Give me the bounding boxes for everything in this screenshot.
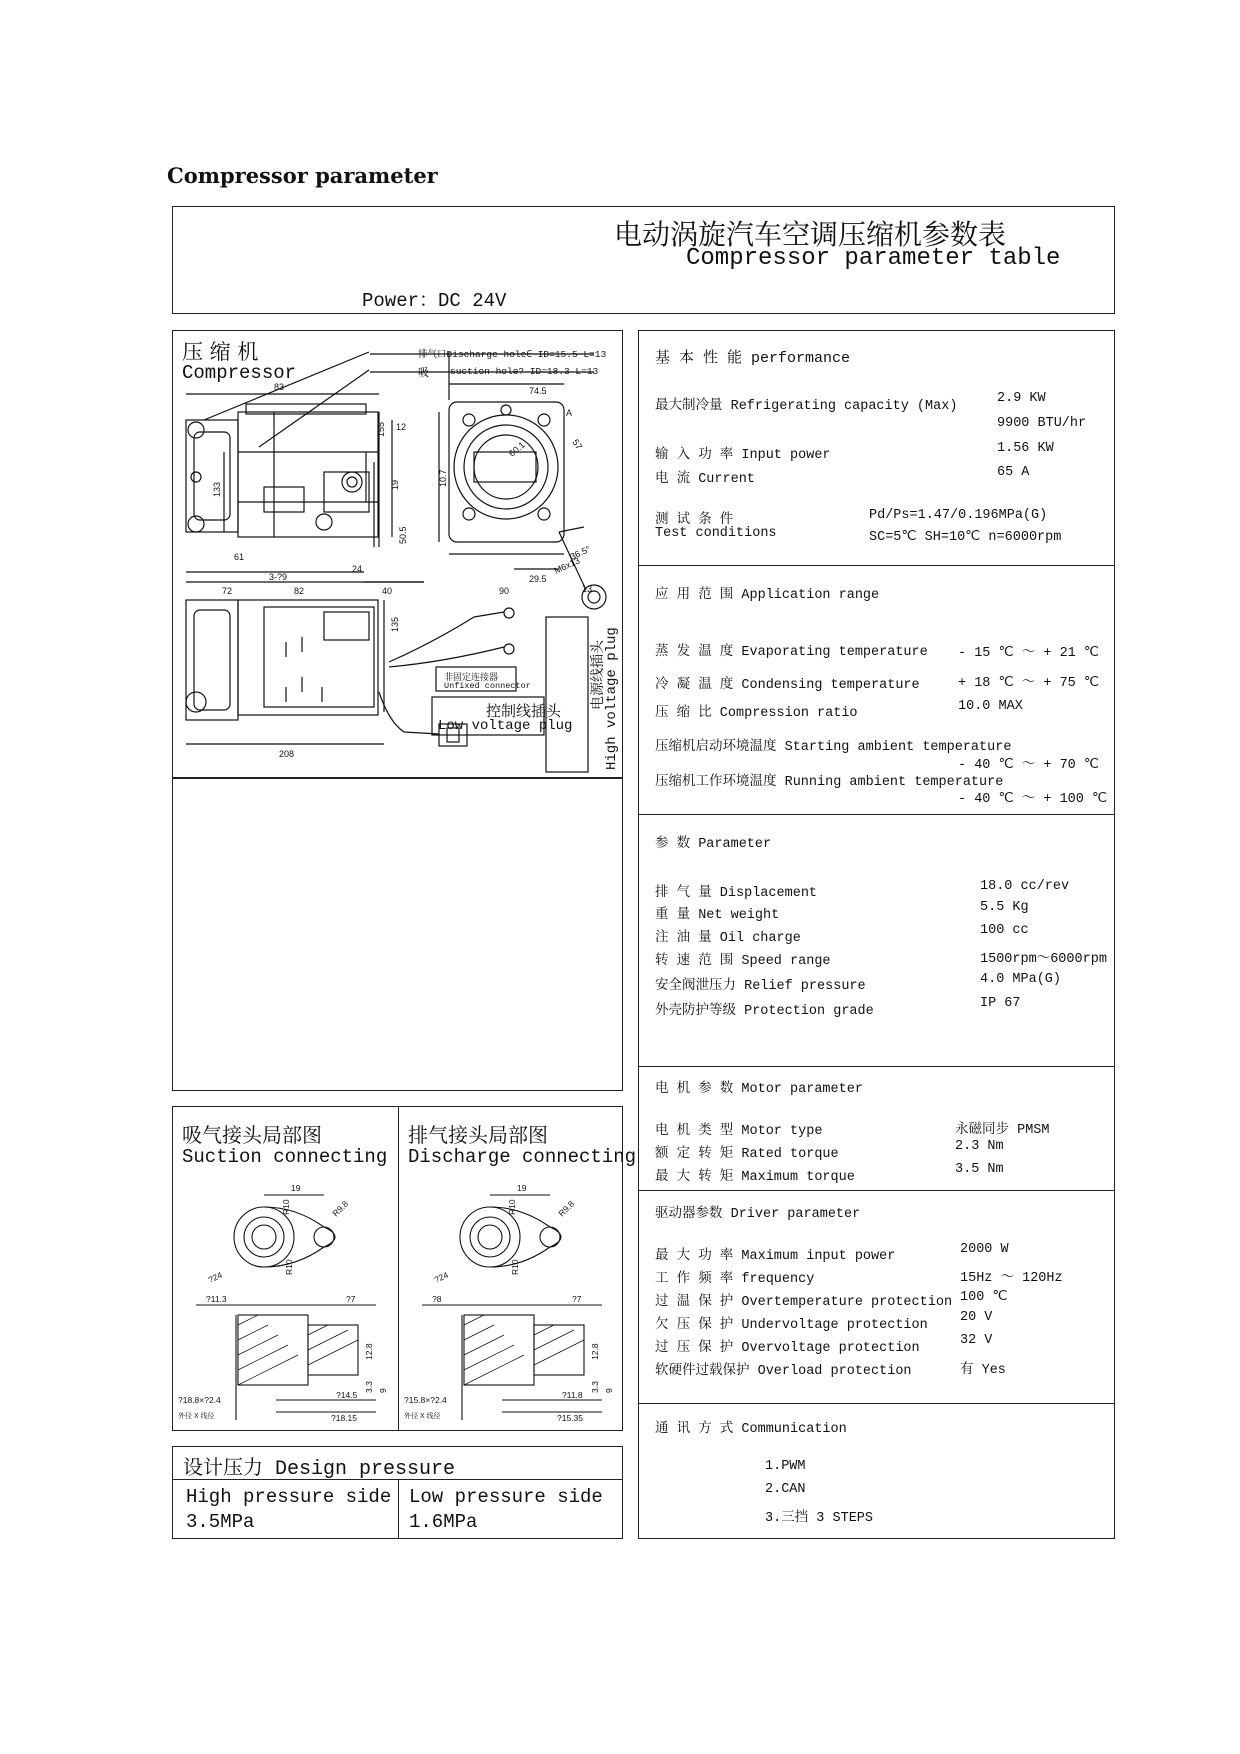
driver-value-2: 100 ℃ bbox=[960, 1290, 1008, 1305]
app-value-1: + 18 ℃ ～ + 75 ℃ bbox=[958, 676, 1100, 691]
svg-text:40: 40 bbox=[382, 586, 393, 596]
header-title-en: Compressor parameter table bbox=[686, 245, 1061, 272]
svg-text:19: 19 bbox=[517, 1183, 527, 1193]
communication-item-0: 1.PWM bbox=[765, 1459, 806, 1474]
page-title: Compressor parameter bbox=[167, 163, 438, 188]
motor-label-0: 电 机 类 型 Motor type bbox=[655, 1124, 823, 1139]
motor-label-2: 最 大 转 矩 Maximum torque bbox=[655, 1170, 855, 1185]
svg-text:?24: ?24 bbox=[432, 1269, 450, 1285]
suction-title-en: Suction connecting bbox=[182, 1146, 388, 1168]
svg-text:50.5: 50.5 bbox=[398, 526, 408, 544]
running-ambient-label: 压缩机工作环境温度 Running ambient temperature bbox=[655, 775, 1004, 790]
driver-label-0: 最 大 功 率 Maximum input power bbox=[655, 1249, 896, 1264]
section-divider-3 bbox=[638, 1066, 1115, 1067]
perf-label-2: 输 入 功 率 Input power bbox=[655, 448, 831, 463]
discharge-title-en: Discharge connecting bbox=[408, 1146, 637, 1168]
svg-text:208: 208 bbox=[279, 749, 295, 759]
svg-text:133: 133 bbox=[212, 481, 222, 497]
param-value-2: 100 cc bbox=[980, 923, 1029, 938]
svg-text:?15.8×?2.4: ?15.8×?2.4 bbox=[404, 1395, 447, 1405]
param-value-3: 1500rpm～6000rpm bbox=[980, 952, 1107, 967]
driver-label-4: 过 压 保 护 Overvoltage protection bbox=[655, 1341, 920, 1356]
performance-title bbox=[655, 346, 850, 367]
section-divider-1 bbox=[638, 565, 1115, 566]
perf-value-1: 9900 BTU/hr bbox=[997, 416, 1087, 431]
svg-text:R10: R10 bbox=[284, 1259, 294, 1275]
high-voltage-plug-en: High voltage plug bbox=[604, 627, 620, 770]
svg-text:29.5: 29.5 bbox=[529, 574, 547, 584]
app-label-2: 压 缩 比 Compression ratio bbox=[655, 706, 858, 721]
svg-text:?15.35: ?15.35 bbox=[557, 1413, 583, 1423]
svg-text:?14.5: ?14.5 bbox=[336, 1390, 358, 1400]
low-pressure-value: 1.6MPa bbox=[409, 1511, 478, 1533]
svg-text:82: 82 bbox=[294, 586, 305, 596]
svg-text:R9.8: R9.8 bbox=[556, 1198, 577, 1219]
compressor-label-cn: 压 缩 机 bbox=[182, 340, 259, 364]
svg-text:90: 90 bbox=[499, 586, 510, 596]
communication-item-1: 2.CAN bbox=[765, 1482, 806, 1497]
app-label-0: 蒸 发 温 度 Evaporating temperature bbox=[655, 645, 928, 660]
test-conditions-cn: 测 试 条 件 bbox=[655, 513, 734, 528]
svg-text:?8: ?8 bbox=[432, 1294, 442, 1304]
perf-label-0: 最大制冷量 Refrigerating capacity (Max) bbox=[655, 399, 958, 414]
svg-text:60.1: 60.1 bbox=[506, 439, 527, 459]
section-divider-4 bbox=[638, 1190, 1115, 1191]
driver-title: 驱动器参数 Driver parameter bbox=[655, 1207, 861, 1222]
svg-text:61: 61 bbox=[234, 552, 245, 562]
svg-text:135: 135 bbox=[390, 616, 400, 632]
motor-label-1: 额 定 转 矩 Rated torque bbox=[655, 1147, 839, 1162]
param-value-0: 18.0 cc/rev bbox=[980, 879, 1070, 894]
svg-text:12.8: 12.8 bbox=[364, 1343, 374, 1360]
svg-text:?7: ?7 bbox=[346, 1294, 356, 1304]
svg-text:?11.8: ?11.8 bbox=[562, 1390, 583, 1400]
driver-value-0: 2000 W bbox=[960, 1242, 1009, 1257]
design-pressure-divider-v bbox=[398, 1479, 399, 1539]
driver-value-5: 有 Yes bbox=[960, 1363, 1006, 1378]
svg-text:24: 24 bbox=[352, 564, 363, 574]
svg-text:M6x13: M6x13 bbox=[552, 555, 582, 576]
suction-note-cn: 吸 bbox=[418, 368, 429, 380]
power-label: Power：DC 24V bbox=[362, 290, 507, 312]
test-conditions-en: Test conditions bbox=[655, 526, 777, 541]
svg-text:83: 83 bbox=[274, 382, 285, 392]
perf-value-0: 2.9 KW bbox=[997, 391, 1046, 406]
application-title: 应 用 范 围 Application range bbox=[655, 588, 880, 603]
svg-text:9: 9 bbox=[604, 1388, 614, 1393]
svg-text:3.3: 3.3 bbox=[364, 1381, 374, 1393]
compressor-label-en: Compressor bbox=[182, 362, 297, 384]
svg-text:12.8: 12.8 bbox=[590, 1343, 600, 1360]
test-conditions-value-1: Pd/Ps=1.47/0.196MPa(G) bbox=[869, 508, 1048, 523]
svg-text:?11.3: ?11.3 bbox=[206, 1294, 227, 1304]
running-ambient-value: - 40 ℃ ～ + 100 ℃ bbox=[958, 792, 1108, 807]
perf-value-3: 65 A bbox=[997, 465, 1030, 480]
svg-text:36.5°: 36.5° bbox=[568, 543, 592, 562]
param-label-5: 外壳防护等级 Protection grade bbox=[655, 1004, 874, 1019]
motor-title: 电 机 参 数 Motor parameter bbox=[655, 1082, 863, 1097]
low-pressure-label: Low pressure side bbox=[409, 1486, 603, 1508]
svg-text:?24: ?24 bbox=[206, 1269, 224, 1285]
section-divider-2 bbox=[638, 814, 1115, 815]
driver-label-3: 欠 压 保 护 Undervoltage protection bbox=[655, 1318, 928, 1333]
design-pressure-title: 设计压力 Design pressure bbox=[183, 1458, 456, 1481]
high-pressure-value: 3.5MPa bbox=[186, 1511, 255, 1533]
suction-note-en: suction hole? ID=18.3 L=13 bbox=[450, 366, 599, 377]
perf-label-3: 电 流 Current bbox=[655, 472, 755, 487]
svg-text:R10: R10 bbox=[281, 1199, 291, 1215]
motor-value-0: 永磁同步 PMSM bbox=[955, 1123, 1050, 1138]
test-conditions-value-2: SC=5℃ SH=10℃ n=6000rpm bbox=[869, 530, 1062, 545]
svg-text:外径 X 线径: 外径 X 线径 bbox=[178, 1413, 215, 1420]
suction-detail-drawing bbox=[176, 1175, 396, 1425]
svg-text:?18.8×?2.4: ?18.8×?2.4 bbox=[178, 1395, 221, 1405]
svg-text:外径 X 线径: 外径 X 线径 bbox=[404, 1413, 441, 1420]
svg-text:12: 12 bbox=[396, 422, 407, 432]
driver-label-1: 工 作 频 率 frequency bbox=[655, 1272, 815, 1287]
driver-label-5: 软硬件过载保护 Overload protection bbox=[655, 1364, 912, 1379]
app-label-1: 冷 凝 温 度 Condensing temperature bbox=[655, 678, 920, 693]
communication-title: 通 讯 方 式 Communication bbox=[655, 1422, 847, 1437]
svg-text:R10: R10 bbox=[510, 1259, 520, 1275]
svg-text:155: 155 bbox=[376, 421, 386, 437]
svg-text:57: 57 bbox=[570, 437, 585, 452]
unfixed-connector-cn: 非固定连接器 bbox=[444, 673, 499, 683]
discharge-title-cn: 排气接头局部图 bbox=[408, 1123, 548, 1147]
performance-title-text: 基 本 性 能 performance bbox=[655, 350, 851, 367]
driver-label-2: 过 温 保 护 Overtemperature protection bbox=[655, 1295, 953, 1310]
suction-title-cn: 吸气接头局部图 bbox=[182, 1123, 322, 1147]
svg-text:74.5: 74.5 bbox=[529, 386, 547, 396]
header-title-cn: 电动涡旋汽车空调压缩机参数表 bbox=[614, 218, 1007, 251]
param-value-4: 4.0 MPa(G) bbox=[980, 972, 1062, 987]
motor-value-2: 3.5 Nm bbox=[955, 1162, 1004, 1177]
svg-text:A: A bbox=[566, 408, 573, 418]
low-voltage-plug-en: Low voltage plug bbox=[438, 718, 573, 734]
app-value-0: - 15 ℃ ～ + 21 ℃ bbox=[958, 646, 1100, 661]
low-voltage-plug-cn: 控制线插头 bbox=[486, 704, 562, 721]
svg-text:3.3: 3.3 bbox=[590, 1381, 600, 1393]
starting-ambient-label: 压缩机启动环境温度 Starting ambient temperature bbox=[655, 740, 1012, 755]
unfixed-connector-en: Unfixed connector bbox=[444, 681, 531, 691]
parameter-title: 参 数 Parameter bbox=[655, 837, 772, 852]
blank-panel bbox=[172, 777, 623, 1091]
high-pressure-label: High pressure side bbox=[186, 1486, 392, 1508]
motor-value-1: 2.3 Nm bbox=[955, 1139, 1004, 1154]
high-voltage-plug-cn: 电源线插头 bbox=[591, 640, 607, 710]
svg-text:?7: ?7 bbox=[572, 1294, 582, 1304]
param-label-3: 转 速 范 围 Speed range bbox=[655, 954, 831, 969]
svg-text:19: 19 bbox=[390, 479, 400, 490]
param-value-5: IP 67 bbox=[980, 996, 1021, 1011]
svg-text:9: 9 bbox=[378, 1388, 388, 1393]
perf-value-2: 1.56 KW bbox=[997, 441, 1054, 456]
svg-text:R9.8: R9.8 bbox=[330, 1198, 351, 1219]
driver-value-1: 15Hz ～ 120Hz bbox=[960, 1271, 1063, 1286]
param-label-1: 重 量 Net weight bbox=[655, 908, 780, 923]
param-label-0: 排 气 量 Displacement bbox=[655, 886, 818, 901]
svg-text:72: 72 bbox=[222, 586, 233, 596]
details-divider bbox=[398, 1106, 399, 1431]
svg-text:19: 19 bbox=[291, 1183, 301, 1193]
discharge-detail-drawing bbox=[402, 1175, 620, 1425]
communication-item-2: 3.三挡 3 STEPS bbox=[765, 1511, 874, 1526]
driver-value-4: 32 V bbox=[960, 1333, 993, 1348]
discharge-note: 排气口Discharge hole∈ ID=15.5 L=13 bbox=[418, 349, 607, 360]
svg-text:10.7: 10.7 bbox=[438, 469, 448, 487]
svg-text:13: 13 bbox=[582, 584, 593, 594]
param-value-1: 5.5 Kg bbox=[980, 900, 1029, 915]
param-label-2: 注 油 量 Oil charge bbox=[655, 931, 801, 946]
svg-text:3-?9: 3-?9 bbox=[269, 572, 288, 582]
svg-text:R10: R10 bbox=[507, 1199, 517, 1215]
param-label-4: 安全阀泄压力 Relief pressure bbox=[655, 979, 866, 994]
section-divider-5 bbox=[638, 1403, 1115, 1404]
driver-value-3: 20 V bbox=[960, 1310, 993, 1325]
svg-text:?18.15: ?18.15 bbox=[331, 1413, 357, 1423]
app-value-2: 10.0 MAX bbox=[958, 699, 1023, 714]
starting-ambient-value: - 40 ℃ ～ + 70 ℃ bbox=[958, 758, 1100, 773]
